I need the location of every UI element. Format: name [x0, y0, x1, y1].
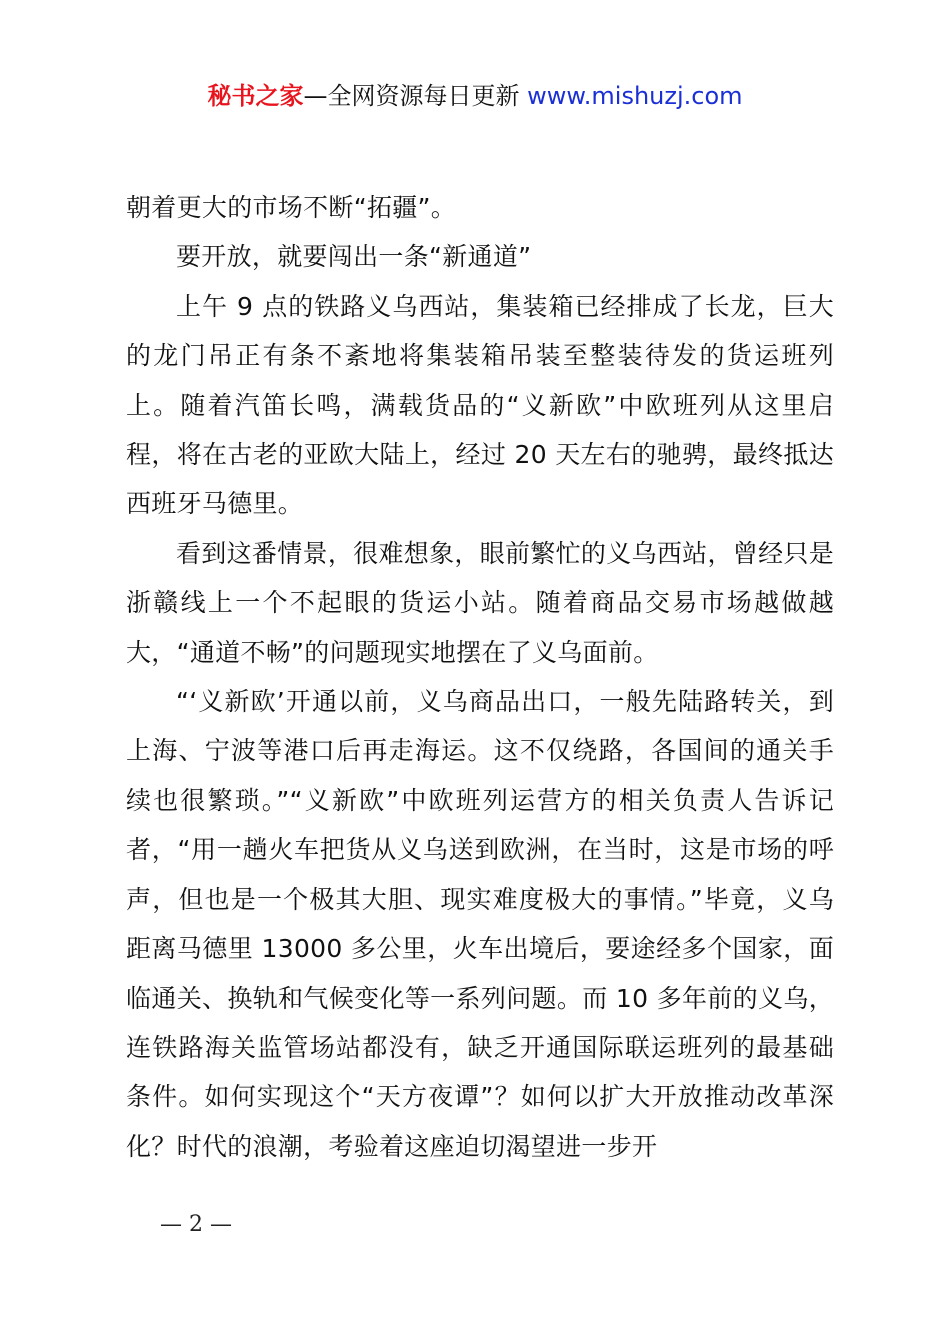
site-brand: 秘书之家	[207, 82, 304, 110]
site-tagline: —全网资源每日更新	[303, 82, 528, 110]
document-body	[126, 183, 834, 1171]
section-heading: 要开放，就要闯出一条“新通道”	[176, 242, 532, 272]
paragraph: “‘义新欧’开通以前，义乌商品出口，一般先陆路转关，到上海、宁波等港口后再走海运。这不仅绕路，各国间的通关手续也很繁琐。”“义新欧”中欧班列运营方的相关负责人告诉记者，“用一趟火车把货从义乌送到欧洲，在当时，这是市场的呼声，但也是一个极其大胆、现实难度极大的事情。”毕竟，义乌距离马德里 13000 多公里，火车出境后，要途经多个国家，面临通关、换轨和气候变化等一系列问题。而 10 多年前的义乌，连铁路海关监管场站都没有，缺乏开通国际联运班列的最基础条件。如何实现这个“天方夜谭”？如何以扩大开放推动改革深化？时代的浪潮，考验着这座迫切渴望进一步开	[126, 687, 834, 1161]
site-header	[0, 80, 950, 112]
paragraph: 看到这番情景，很难想象，眼前繁忙的义乌西站，曾经只是浙赣线上一个不起眼的货运小站。随着商品交易市场越做越大，“通道不畅”的问题现实地摆在了义乌面前。	[126, 538, 834, 667]
paragraph-continuation: 朝着更大的市场不断“拓疆”。	[126, 193, 457, 222]
site-url-link[interactable]: www.mishuzj.com	[527, 82, 743, 110]
page-number: — 2 —	[160, 1212, 232, 1237]
paragraph: 上午 9 点的铁路义乌西站，集装箱已经排成了长龙，巨大的龙门吊正有条不紊地将集装箱吊装至整装待发的货运班列上。随着汽笛长鸣，满载货品的“义新欧”中欧班列从这里启程，将在古老的亚欧大陆上，经过 20 天左右的驰骋，最终抵达西班牙马德里。	[126, 291, 834, 519]
